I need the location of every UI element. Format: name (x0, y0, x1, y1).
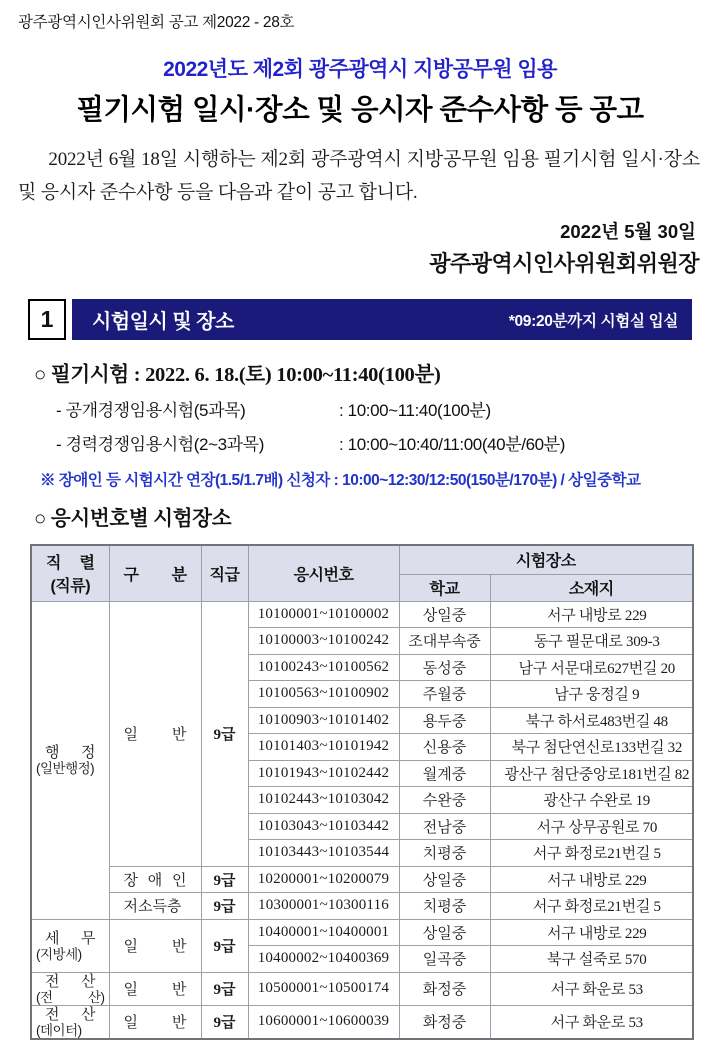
page-title: 필기시험 일시·장소 및 응시자 준수사항 등 공고 (76, 94, 644, 126)
table-cell: 9급 (201, 919, 248, 972)
table-cell: 일곡중 (399, 946, 490, 973)
table-row (31, 972, 693, 1005)
col-header-eungsi-beonho: 응시번호 (248, 545, 399, 601)
table-cell: 서구 화운로 53 (490, 1005, 693, 1039)
table-cell: 전남중 (399, 813, 490, 840)
table-cell: 10101403~10101942 (248, 734, 399, 761)
table-cell: 상일중 (399, 919, 490, 946)
table-row (31, 866, 693, 893)
table-cell: 10100563~10100902 (248, 681, 399, 708)
table-cell: 서구 내방로 229 (490, 601, 693, 628)
table-cell: 서구 내방로 229 (490, 866, 693, 893)
section-number-box: 1 (28, 299, 66, 340)
col-header-school: 학교 (399, 574, 490, 601)
table-cell: 행 정 (일반행정) (31, 601, 109, 919)
table-cell: 치평중 (399, 840, 490, 867)
table-row (31, 601, 693, 628)
section-header (28, 299, 692, 340)
table-cell: 남구 서문대로627번길 20 (490, 654, 693, 681)
col-header-jikgeup: 직급 (201, 545, 248, 601)
table-cell: 세 무 (지방세) (31, 919, 109, 972)
table-cell: 주월중 (399, 681, 490, 708)
body-paragraph: 2022년 6월 18일 시행하는 제2회 광주광역시 지방공무원 임용 필기시험 일시·장소 및 응시자 준수사항 등을 다음과 같이 공고 합니다. (18, 149, 700, 203)
col-header-jikryeol-line1: 직 렬 (46, 555, 95, 573)
table-cell: 동성중 (399, 654, 490, 681)
table-cell: 10101943~10102442 (248, 760, 399, 787)
table-cell: 10600001~10600039 (248, 1005, 399, 1039)
bullet-exam-locations: ○ 응시번호별 시험장소 (34, 508, 232, 530)
table-row (31, 919, 693, 946)
table-cell: 10200001~10200079 (248, 866, 399, 893)
table-cell: 10500001~10500174 (248, 972, 399, 1005)
table-cell: 9급 (201, 1005, 248, 1039)
table-cell: 10103443~10103544 (248, 840, 399, 867)
career-competition-time: : 10:00~10:40/11:00(40분/60분) (339, 435, 565, 454)
sub-item-career-competition (56, 430, 720, 455)
table-cell: 상일중 (399, 601, 490, 628)
table-cell: 화정중 (399, 972, 490, 1005)
table-cell: 전 산 (전 산) (31, 972, 109, 1005)
table-cell: 북구 설죽로 570 (490, 946, 693, 973)
table-cell: 10400001~10400001 (248, 919, 399, 946)
table-cell: 장 애 인 (109, 866, 201, 893)
table-cell: 서구 화정로21번길 5 (490, 840, 693, 867)
table-cell: 전 산 (데이터) (31, 1005, 109, 1039)
table-cell: 서구 화운로 53 (490, 972, 693, 1005)
issuer-signature: 광주광역시인사위원회위원장 (429, 251, 699, 276)
table-cell: 일 반 (109, 972, 201, 1005)
entry-time-note: *09:20분까지 시험실 입실 (508, 312, 678, 330)
table-cell: 남구 웅정길 9 (490, 681, 693, 708)
col-header-exam-place: 시험장소 (399, 545, 693, 574)
table-cell: 동구 필문대로 309-3 (490, 628, 693, 655)
table-cell: 일 반 (109, 1005, 201, 1039)
announcement-date: 2022년 5월 30일 (560, 221, 696, 242)
col-header-jikryeol-line2: (직류) (50, 578, 91, 596)
table-cell: 10102443~10103042 (248, 787, 399, 814)
table-cell: 광산구 첨단중앙로181번길 82 (490, 760, 693, 787)
table-cell: 서구 화정로21번길 5 (490, 893, 693, 920)
table-cell: 서구 내방로 229 (490, 919, 693, 946)
table-cell: 일 반 (109, 601, 201, 866)
document-subtitle: 2022년도 제2회 광주광역시 지방공무원 임용 (163, 58, 557, 81)
table-row (31, 1005, 693, 1039)
table-cell: 9급 (201, 601, 248, 866)
table-cell: 상일중 (399, 866, 490, 893)
table-cell: 저소득층 (109, 893, 201, 920)
table-cell: 서구 상무공원로 70 (490, 813, 693, 840)
table-cell: 10300001~10300116 (248, 893, 399, 920)
open-competition-time: : 10:00~11:40(100분) (339, 401, 491, 420)
table-cell: 일 반 (109, 919, 201, 972)
table-cell: 북구 첨단연신로133번길 32 (490, 734, 693, 761)
col-header-sojaeji: 소재지 (490, 574, 693, 601)
exam-location-table (30, 544, 694, 1040)
extended-time-note: ※ 장애인 등 시험시간 연장(1.5/1.7배) 신청자 : 10:00~12:30/12:50(150분/170분) / 상일중학교 (40, 472, 641, 489)
table-cell: 10100243~10100562 (248, 654, 399, 681)
table-cell: 신용중 (399, 734, 490, 761)
table-cell: 10100003~10100242 (248, 628, 399, 655)
table-cell: 치평중 (399, 893, 490, 920)
table-cell: 북구 하서로483번길 48 (490, 707, 693, 734)
table-cell: 광산구 수완로 19 (490, 787, 693, 814)
section-title: 시험일시 및 장소 (92, 311, 234, 333)
notice-number: 광주광역시인사위원회 공고 제2022 - 28호 (18, 14, 295, 31)
table-cell: 10103043~10103442 (248, 813, 399, 840)
col-header-gubun: 구 분 (109, 545, 201, 601)
table-cell: 월계중 (399, 760, 490, 787)
col-header-jikryeol (31, 545, 109, 601)
table-cell: 10400002~10400369 (248, 946, 399, 973)
table-cell: 10100001~10100002 (248, 601, 399, 628)
table-cell: 9급 (201, 972, 248, 1005)
career-competition-label: - 경력경쟁임용시험(2~3과목) (56, 435, 264, 454)
table-cell: 9급 (201, 866, 248, 893)
sub-item-open-competition (56, 396, 720, 421)
table-cell: 10100903~10101402 (248, 707, 399, 734)
open-competition-label: - 공개경쟁임용시험(5과목) (56, 401, 246, 420)
table-cell: 9급 (201, 893, 248, 920)
table-cell: 조대부속중 (399, 628, 490, 655)
table-cell: 화정중 (399, 1005, 490, 1039)
table-row (31, 893, 693, 920)
section-title-bar (72, 299, 692, 340)
table-cell: 수완중 (399, 787, 490, 814)
bullet-written-exam: ○ 필기시험 : 2022. 6. 18.(토) 10:00~11:40(100분) (34, 364, 441, 386)
table-cell: 용두중 (399, 707, 490, 734)
